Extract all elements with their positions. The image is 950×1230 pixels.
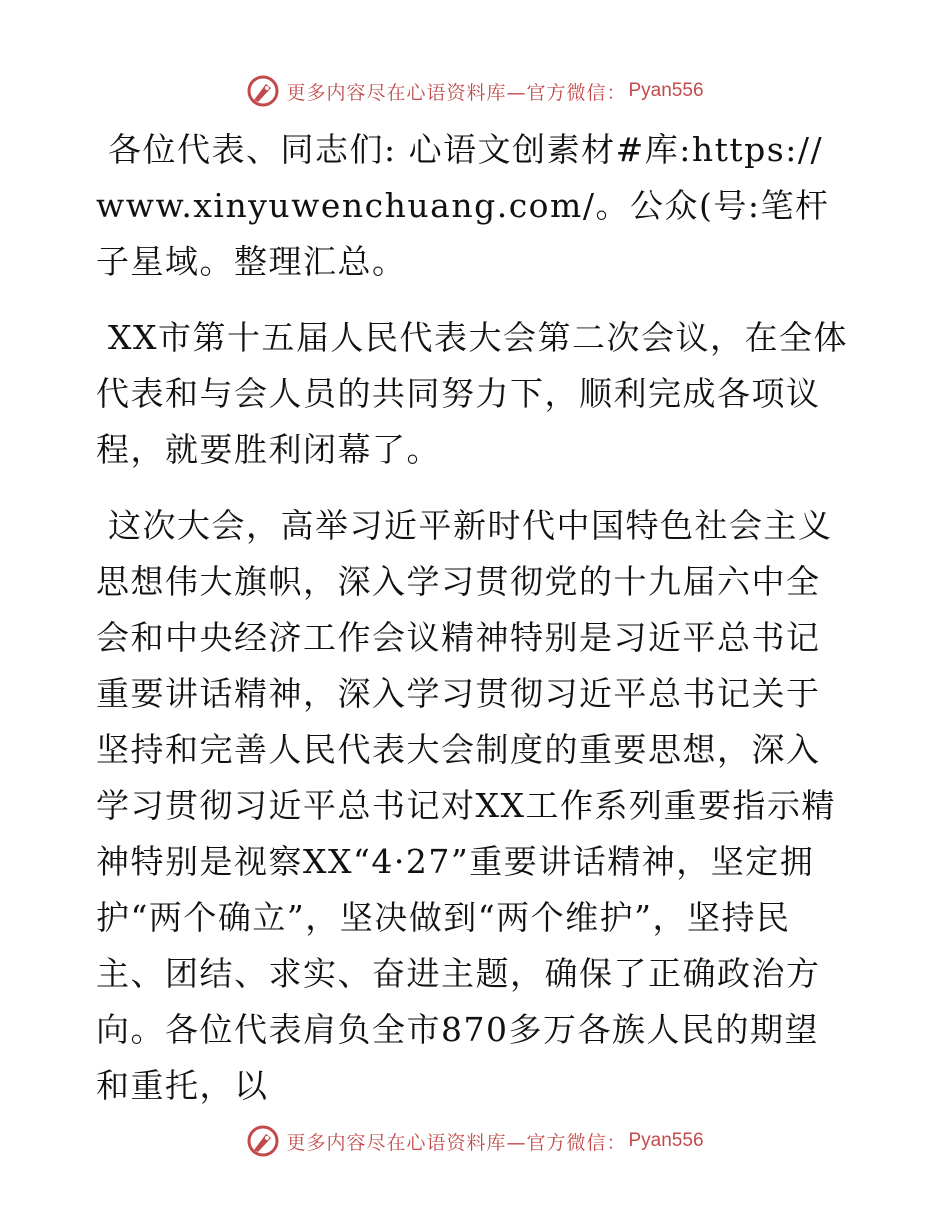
watermark-text: 更多内容尽在心语资料库—官方微信： xyxy=(286,1131,627,1154)
pen-nib-logo-icon xyxy=(246,74,280,108)
paragraph-1-text: 各位代表、同志们: 心语文创素材#库:https://www.xinyuwenchuang.com/。公众(号:笔杆子星域。整理汇总。 xyxy=(96,130,830,281)
watermark-contact: Pyan556 xyxy=(628,1130,704,1151)
watermark-text: 更多内容尽在心语资料库—官方微信： xyxy=(286,81,627,104)
paragraph-3 xyxy=(96,498,850,1114)
paragraph-1 xyxy=(96,122,850,290)
paragraph-2-text: XX市第十五届人民代表大会第二次会议，在全体代表和与会人员的共同努力下，顺利完成各项议程，就要胜利闭幕了。 xyxy=(96,318,848,469)
document-body xyxy=(96,122,850,1134)
pen-nib-logo-icon xyxy=(246,1124,280,1158)
watermark-contact: Pyan556 xyxy=(628,80,704,101)
watermark-banner-bottom xyxy=(0,1121,950,1161)
watermark-banner-top xyxy=(0,71,950,111)
paragraph-3-text: 这次大会，高举习近平新时代中国特色社会主义思想伟大旗帜，深入学习贯彻党的十九届六中全会和中央经济工作会议精神特别是习近平总书记重要讲话精神，深入学习贯彻习近平总书记关于坚持和完善人民代表大会制度的重要思想，深入学习贯彻习近平总书记对XX工作系列重要指示精神特别是视察XX“4·27”重要讲话精神，坚定拥护“两个确立”，坚决做到“两个维护”，坚持民主、团结、求实、奋进主题，确保了正确政治方向。各位代表肩负全市870多万各族人民的期望和重托，以 xyxy=(96,506,836,1105)
paragraph-2 xyxy=(96,310,850,478)
